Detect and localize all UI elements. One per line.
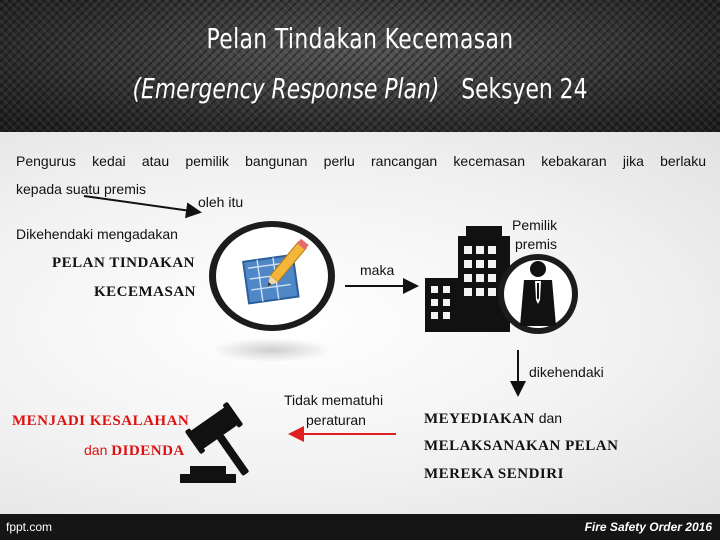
intro-text-line1: Pengurus kedai atau pemilik bangunan perlu rancangan kecemasan kebakaran jika berlaku xyxy=(16,153,706,169)
subtitle-english: (Emergency Response Plan) xyxy=(132,72,440,105)
plan-title-line1: PELAN TINDAKAN xyxy=(52,255,195,271)
penalty-didenda: DIDENDA xyxy=(111,443,185,459)
action-line2: MELAKSANAKAN PELAN xyxy=(424,438,619,454)
action-dan: dan xyxy=(538,410,563,426)
circle-shadow xyxy=(212,338,332,362)
label-dikehendaki: dikehendaki xyxy=(529,364,604,380)
noncompliance-line1: Tidak mematuhi xyxy=(284,392,384,408)
slide-title: Pelan Tindakan Kecemasan xyxy=(206,22,514,55)
footer-site: fppt.com xyxy=(6,520,53,534)
plan-title-line2: KECEMASAN xyxy=(94,284,197,300)
action-line3: MEREKA SENDIRI xyxy=(424,466,564,482)
label-maka: maka xyxy=(360,262,395,278)
businessman-icon xyxy=(498,254,578,334)
penalty-dan: dan xyxy=(84,442,108,458)
owner-label-line2: premis xyxy=(515,236,558,252)
owner-label-line1: Pemilik xyxy=(512,217,558,233)
action-bold-1: MEYEDIAKAN xyxy=(424,411,535,427)
noncompliance-line2: peraturan xyxy=(306,412,366,428)
subtitle-section: Seksyen 24 xyxy=(461,72,588,105)
blueprint-pencil-icon xyxy=(209,221,335,331)
intro-text-line2: kepada suatu premis xyxy=(16,181,146,197)
gavel-icon xyxy=(180,402,267,489)
buildings-icon xyxy=(425,226,510,332)
label-oleh-itu: oleh itu xyxy=(198,194,244,210)
footer-bar xyxy=(0,514,720,540)
label-dikehendaki-mengadakan: Dikehendaki mengadakan xyxy=(16,226,178,242)
penalty-line1: MENJADI KESALAHAN xyxy=(12,413,190,429)
footer-caption: Fire Safety Order 2016 xyxy=(584,520,712,534)
arrow-oleh-itu xyxy=(84,196,198,212)
